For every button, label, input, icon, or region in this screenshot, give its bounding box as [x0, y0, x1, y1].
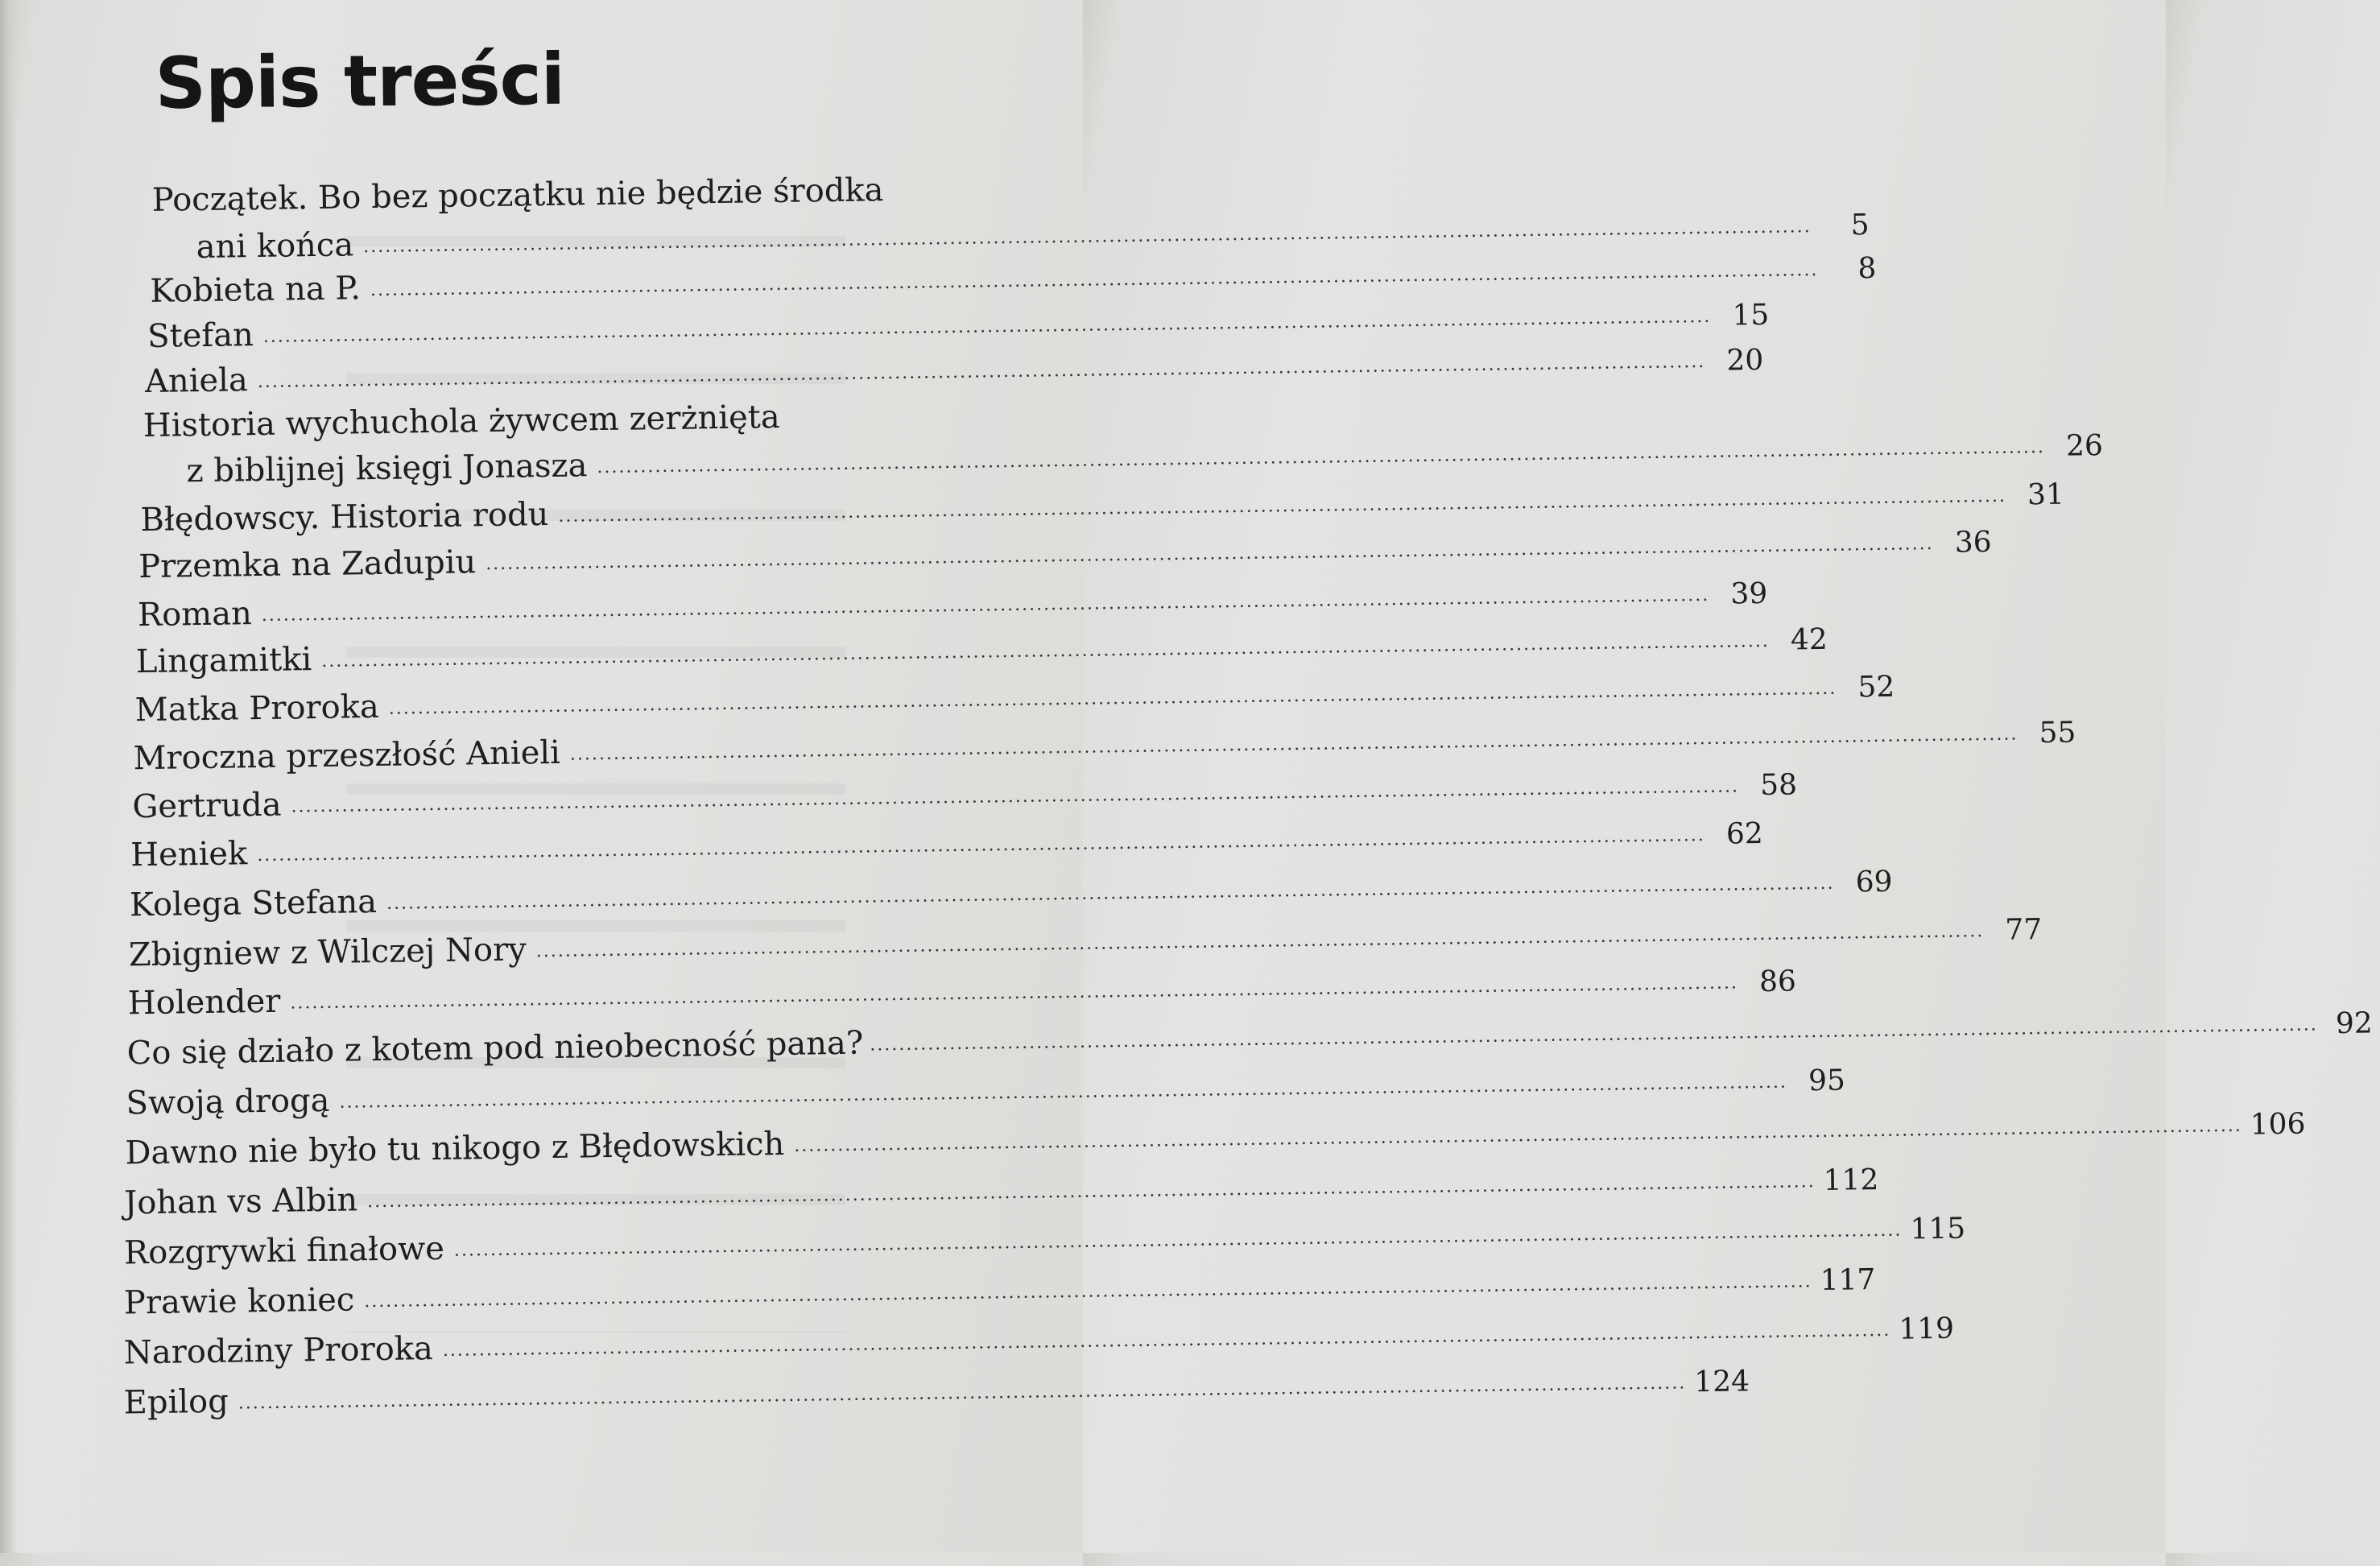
toc-entry-8[interactable]: [137, 576, 1768, 634]
toc-entry-page: 26: [2065, 429, 2104, 463]
toc-entry-7[interactable]: [138, 525, 1992, 586]
toc-entry-title: Roman: [137, 595, 253, 634]
toc-entry-5[interactable]: [186, 429, 2104, 490]
leader-dots: ........................................................................................................................................................................................................: [339, 1072, 1788, 1113]
leader-dots: ........................................................................................................................................................................................................: [366, 1171, 1816, 1213]
toc-entry-20[interactable]: [123, 1163, 1879, 1222]
toc-entry-1[interactable]: [196, 209, 1870, 267]
toc-entry-page: 42: [1790, 622, 1828, 657]
toc-entry-page: 124: [1693, 1365, 1750, 1399]
toc-entry-title: Matka Proroka: [134, 688, 380, 729]
toc-entry-title: Kobieta na P.: [150, 270, 362, 310]
toc-entry-title: Przemka na Zadupiu: [138, 543, 477, 586]
toc-entry-title: Epilog: [123, 1382, 229, 1422]
leader-dots: ........................................................................................................................................................................................................: [558, 486, 2007, 527]
toc-entry-page: 31: [2027, 477, 2065, 512]
toc-entry-title: Gertruda: [132, 786, 282, 826]
toc-entry-title: Johan vs Albin: [123, 1181, 358, 1222]
toc-entry-3[interactable]: [147, 298, 1770, 355]
toc-entry-title: Dawno nie było tu nikogo z Błędowskich: [125, 1125, 785, 1172]
toc-entry-page: 86: [1758, 965, 1797, 999]
leader-dots: ........................................................................................................................................................................................................: [442, 1320, 1891, 1361]
toc-entry-title: Błędowscy. Historia rodu: [140, 496, 549, 539]
toc-entry-23[interactable]: [123, 1312, 1955, 1372]
toc-entry-22[interactable]: [123, 1263, 1876, 1322]
toc-entry-page: 58: [1759, 768, 1798, 803]
toc-entry-title: Aniela: [144, 362, 249, 400]
leader-dots: ........................................................................................................................................................................................................: [486, 533, 1934, 575]
leader-dots: ........................................................................................................................................................................................................: [370, 259, 1819, 301]
toc-entry-title: Rozgrywki finałowe: [123, 1229, 445, 1272]
toc-entry-page: 39: [1730, 576, 1768, 611]
toc-entry-page: 92: [2335, 1006, 2374, 1041]
leader-dots: ........................................................................................................................................................................................................: [291, 776, 1740, 817]
toc-entry-page: 115: [1910, 1212, 1966, 1246]
toc-entry-page: 8: [1857, 251, 1877, 286]
toc-entry-2[interactable]: [150, 251, 1877, 310]
toc-entry-title: ani końca: [196, 226, 354, 267]
toc-entry-11[interactable]: [133, 716, 2076, 778]
toc-entry-title: Holender: [127, 982, 281, 1023]
toc-entry-title: Swoją drogą: [126, 1081, 330, 1122]
page-title: Spis treści: [155, 37, 565, 125]
leader-dots: ........................................................................................................................................................................................................: [453, 1220, 1903, 1261]
toc-entry-title: Stefan: [147, 316, 254, 355]
toc-entry-13[interactable]: [130, 816, 1764, 874]
toc-entry-title: z biblijnej księgi Jonasza: [186, 447, 588, 490]
toc-entry-12[interactable]: [132, 768, 1798, 826]
leader-dots: ........................................................................................................................................................................................................: [569, 724, 2018, 765]
leader-dots: ........................................................................................................................................................................................................: [257, 824, 1705, 866]
leader-dots: ........................................................................................................................................................................................................: [362, 217, 1812, 258]
leader-dots: ........................................................................................................................................................................................................: [238, 1373, 1687, 1414]
toc-entry-page: 55: [2039, 716, 2076, 750]
toc-entry-title: Mroczna przeszłość Anieli: [133, 733, 561, 778]
leader-dots: ........................................................................................................................................................................................................: [262, 306, 1712, 347]
toc-entry-title: Narodziny Proroka: [123, 1330, 434, 1372]
toc-entry-4[interactable]: [144, 343, 1764, 400]
toc-entry-17[interactable]: [126, 1006, 2374, 1072]
toc-entry-page: 117: [1820, 1263, 1876, 1298]
leader-dots: ........................................................................................................................................................................................................: [388, 678, 1837, 719]
toc-entry-page: 112: [1823, 1163, 1879, 1197]
toc-entry-title: Prawie koniec: [123, 1281, 355, 1322]
toc-entry-title: Heniek: [130, 835, 248, 874]
toc-entry-page: 69: [1855, 865, 1893, 899]
toc-entry-page: 106: [2250, 1107, 2306, 1142]
toc-entry-6[interactable]: [140, 477, 2065, 539]
leader-dots: ........................................................................................................................................................................................................: [290, 973, 1739, 1014]
toc-entry-title: Kolega Stefana: [129, 883, 378, 924]
toc-entry-9[interactable]: [135, 622, 1828, 681]
toc-entry-16[interactable]: [127, 965, 1797, 1023]
toc-entry-page: 5: [1850, 209, 1870, 242]
leader-dots: ........................................................................................................................................................................................................: [321, 630, 1770, 671]
leader-dots: ........................................................................................................................................................................................................: [794, 1115, 2242, 1156]
leader-dots: ........................................................................................................................................................................................................: [597, 437, 2046, 478]
leader-dots: ........................................................................................................................................................................................................: [257, 351, 1706, 393]
toc-entry-21[interactable]: [123, 1212, 1966, 1272]
toc-entry-title: Zbigniew z Wilczej Nory: [128, 931, 527, 974]
toc-entry-title: Co się działo z kotem pod nieobecność pana?: [126, 1024, 864, 1072]
leader-dots: ........................................................................................................................................................................................................: [386, 873, 1835, 914]
toc-entry-1-line1: Początek. Bo bez początku nie będzie środka: [151, 171, 884, 219]
toc-entry-24[interactable]: [123, 1365, 1750, 1422]
toc-entry-page: 62: [1725, 816, 1764, 851]
toc-entry-page: 119: [1899, 1312, 1955, 1346]
toc-entry-5-line1: Historia wychuchola żywcem zerżnięta: [143, 398, 780, 445]
toc-entry-page: 20: [1726, 343, 1764, 378]
toc-entry-title: Lingamitki: [135, 641, 312, 681]
toc-entry-14[interactable]: [129, 865, 1893, 924]
toc-entry-page: 52: [1857, 670, 1895, 704]
toc-entry-page: 36: [1954, 525, 1992, 560]
toc-entry-page: 95: [1808, 1064, 1846, 1098]
leader-dots: ........................................................................................................................................................................................................: [535, 921, 1985, 962]
leader-dots: ........................................................................................................................................................................................................: [870, 1014, 2318, 1056]
toc-entry-page: 77: [2005, 913, 2043, 947]
toc-entry-10[interactable]: [134, 670, 1895, 729]
toc-entry-page: 15: [1732, 298, 1770, 333]
toc-entry-15[interactable]: [128, 913, 2043, 974]
toc-entry-18[interactable]: [126, 1064, 1846, 1122]
leader-dots: ........................................................................................................................................................................................................: [364, 1271, 1812, 1312]
leader-dots: ........................................................................................................................................................................................................: [261, 585, 1710, 626]
toc-entry-19[interactable]: [125, 1107, 2306, 1172]
